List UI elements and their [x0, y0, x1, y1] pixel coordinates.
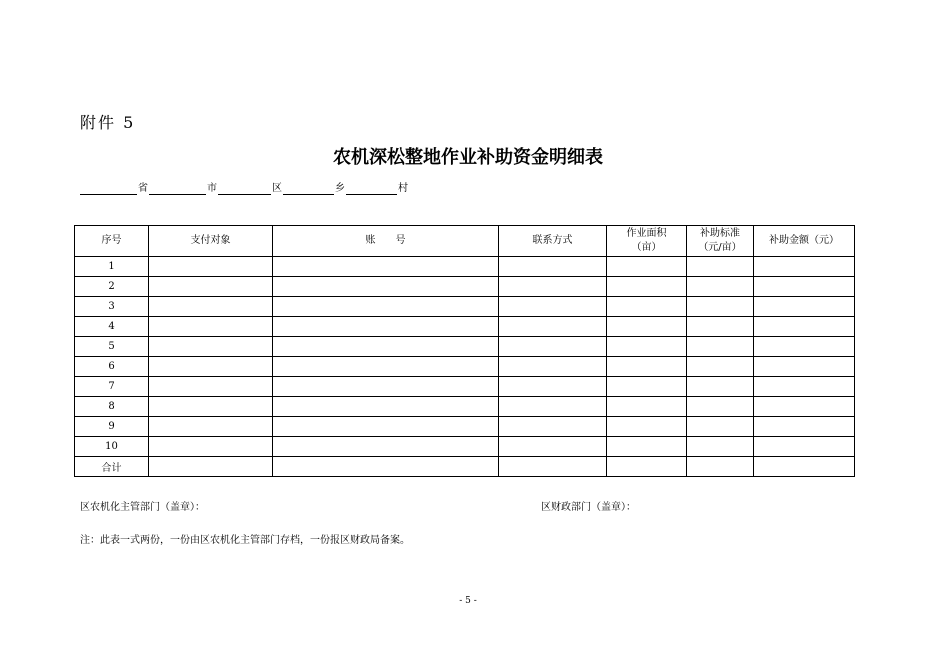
contact-cell	[499, 297, 607, 317]
header-contact: 联系方式	[499, 226, 607, 257]
attachment-label: 附件 5	[80, 113, 136, 132]
header-standard-line1: 补助标准	[700, 228, 740, 239]
subsidy-table	[74, 225, 855, 477]
row-seq: 9	[75, 417, 149, 437]
account-cell	[273, 417, 499, 437]
contact-cell	[499, 277, 607, 297]
amount-cell	[754, 337, 855, 357]
payee-cell	[149, 357, 273, 377]
amount-cell	[754, 397, 855, 417]
amount-cell	[754, 297, 855, 317]
amount-cell	[754, 357, 855, 377]
header-amount: 补助金额（元）	[754, 226, 855, 257]
area-cell	[607, 257, 687, 277]
account-cell	[273, 437, 499, 457]
payee-cell	[149, 377, 273, 397]
amount-cell	[754, 457, 855, 477]
header-standard	[687, 226, 754, 257]
province-blank	[80, 182, 137, 195]
district-blank	[218, 182, 271, 195]
header-area-line2: （亩）	[631, 242, 662, 253]
province-label: 省	[138, 183, 148, 194]
contact-cell	[499, 257, 607, 277]
standard-cell	[687, 417, 754, 437]
finance-dept-seal-label: 区财政部门（盖章）：	[541, 502, 636, 513]
row-seq: 1	[75, 257, 149, 277]
contact-cell	[499, 457, 607, 477]
table-row	[75, 277, 855, 297]
standard-cell	[687, 457, 754, 477]
account-cell	[273, 317, 499, 337]
payee-cell	[149, 397, 273, 417]
account-cell	[273, 357, 499, 377]
row-seq: 5	[75, 337, 149, 357]
contact-cell	[499, 417, 607, 437]
payee-cell	[149, 437, 273, 457]
payee-cell	[149, 317, 273, 337]
standard-cell	[687, 277, 754, 297]
table-row	[75, 337, 855, 357]
table-row	[75, 377, 855, 397]
header-payee: 支付对象	[149, 226, 273, 257]
area-cell	[607, 377, 687, 397]
contact-cell	[499, 377, 607, 397]
row-seq: 10	[75, 437, 149, 457]
header-seq: 序号	[75, 226, 149, 257]
row-seq: 7	[75, 377, 149, 397]
amount-cell	[754, 317, 855, 337]
table-row	[75, 357, 855, 377]
amount-cell	[754, 257, 855, 277]
standard-cell	[687, 337, 754, 357]
standard-cell	[687, 357, 754, 377]
header-account: 账 号	[273, 226, 499, 257]
area-cell	[607, 297, 687, 317]
district-label: 区	[272, 183, 282, 194]
area-cell	[607, 337, 687, 357]
account-cell	[273, 337, 499, 357]
row-seq: 8	[75, 397, 149, 417]
city-label: 市	[207, 183, 217, 194]
table-body	[75, 257, 855, 477]
page-title: 农机深松整地作业补助资金明细表	[333, 147, 603, 168]
amount-cell	[754, 277, 855, 297]
account-cell	[273, 377, 499, 397]
header-standard-line2: （元/亩）	[698, 242, 742, 253]
table-header-row	[75, 226, 855, 257]
standard-cell	[687, 257, 754, 277]
payee-cell	[149, 337, 273, 357]
area-cell	[607, 437, 687, 457]
payee-cell	[149, 457, 273, 477]
account-cell	[273, 257, 499, 277]
row-seq: 2	[75, 277, 149, 297]
table-row	[75, 317, 855, 337]
contact-cell	[499, 437, 607, 457]
row-seq: 6	[75, 357, 149, 377]
payee-cell	[149, 277, 273, 297]
table-row	[75, 417, 855, 437]
row-seq: 4	[75, 317, 149, 337]
area-cell	[607, 457, 687, 477]
city-blank	[149, 182, 206, 195]
address-line	[80, 182, 409, 195]
village-label: 村	[398, 183, 408, 194]
contact-cell	[499, 317, 607, 337]
standard-cell	[687, 397, 754, 417]
account-cell	[273, 397, 499, 417]
header-area	[607, 226, 687, 257]
account-cell	[273, 457, 499, 477]
table-row	[75, 437, 855, 457]
footnote: 注：此表一式两份，一份由区农机化主管部门存档，一份报区财政局备案。	[80, 535, 410, 546]
area-cell	[607, 397, 687, 417]
agri-dept-seal-label: 区农机化主管部门（盖章）：	[80, 502, 205, 513]
amount-cell	[754, 377, 855, 397]
table-row	[75, 397, 855, 417]
payee-cell	[149, 257, 273, 277]
account-cell	[273, 277, 499, 297]
area-cell	[607, 357, 687, 377]
area-cell	[607, 277, 687, 297]
page-number: - 5 -	[459, 596, 477, 606]
total-label: 合计	[75, 457, 149, 477]
payee-cell	[149, 417, 273, 437]
standard-cell	[687, 297, 754, 317]
row-seq: 3	[75, 297, 149, 317]
account-cell	[273, 297, 499, 317]
table-row	[75, 297, 855, 317]
payee-cell	[149, 297, 273, 317]
contact-cell	[499, 397, 607, 417]
area-cell	[607, 317, 687, 337]
header-area-line1: 作业面积	[626, 228, 667, 239]
amount-cell	[754, 437, 855, 457]
amount-cell	[754, 417, 855, 437]
contact-cell	[499, 337, 607, 357]
standard-cell	[687, 437, 754, 457]
village-blank	[346, 182, 397, 195]
township-label: 乡	[335, 183, 345, 194]
total-row	[75, 457, 855, 477]
standard-cell	[687, 317, 754, 337]
standard-cell	[687, 377, 754, 397]
township-blank	[283, 182, 334, 195]
table-row	[75, 257, 855, 277]
contact-cell	[499, 357, 607, 377]
area-cell	[607, 417, 687, 437]
